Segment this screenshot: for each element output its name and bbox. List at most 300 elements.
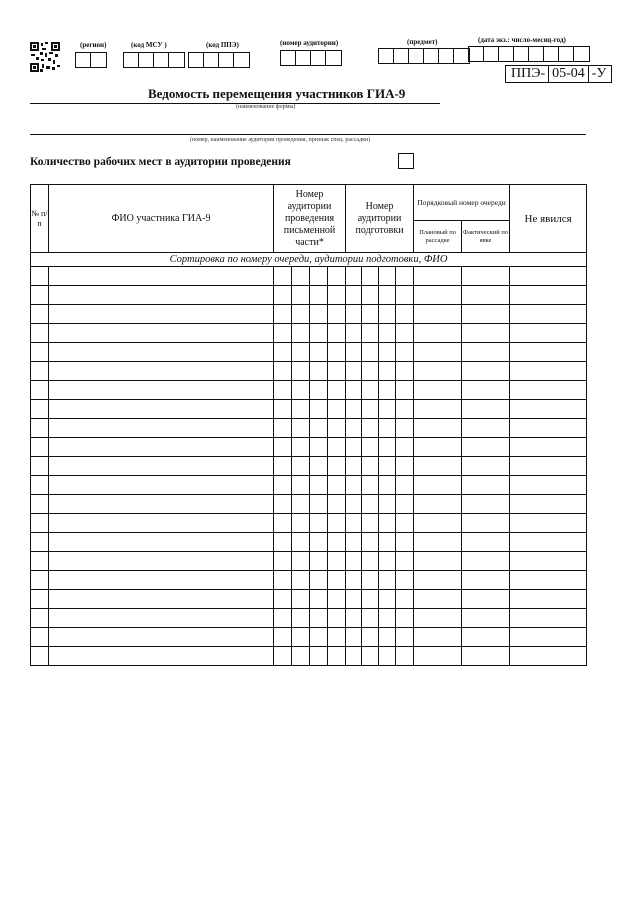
table-cell[interactable] — [462, 647, 510, 666]
table-cell[interactable] — [462, 400, 510, 419]
table-row — [31, 628, 587, 647]
table-cell[interactable] — [328, 324, 346, 343]
table-cell[interactable] — [414, 438, 462, 457]
table-cell[interactable] — [292, 628, 310, 647]
table-cell[interactable] — [510, 438, 587, 457]
table-cell[interactable] — [292, 476, 310, 495]
table-cell[interactable] — [510, 457, 587, 476]
table-cell[interactable] — [292, 305, 310, 324]
table-cell[interactable] — [31, 324, 49, 343]
table-cell[interactable] — [362, 628, 379, 647]
table-cell[interactable] — [346, 552, 362, 571]
table-cell[interactable] — [31, 286, 49, 305]
table-cell[interactable] — [396, 400, 414, 419]
table-cell[interactable] — [396, 324, 414, 343]
table-cell[interactable] — [310, 362, 328, 381]
table-cell[interactable] — [328, 419, 346, 438]
table-cell[interactable] — [346, 305, 362, 324]
table-cell[interactable] — [292, 552, 310, 571]
subject-label: (предмет) — [407, 38, 438, 46]
table-cell[interactable] — [346, 628, 362, 647]
table-cell[interactable] — [274, 495, 292, 514]
table-cell[interactable] — [362, 571, 379, 590]
table-cell[interactable] — [396, 571, 414, 590]
table-cell[interactable] — [31, 343, 49, 362]
table-cell[interactable] — [328, 438, 346, 457]
table-cell[interactable] — [510, 324, 587, 343]
table-cell[interactable] — [510, 609, 587, 628]
table-cell[interactable] — [274, 381, 292, 400]
table-cell[interactable] — [346, 286, 362, 305]
table-cell[interactable] — [31, 571, 49, 590]
table-cell[interactable] — [274, 590, 292, 609]
table-cell[interactable] — [414, 495, 462, 514]
table-cell[interactable] — [396, 457, 414, 476]
table-cell[interactable] — [292, 609, 310, 628]
table-cell[interactable] — [292, 324, 310, 343]
table-cell[interactable] — [362, 647, 379, 666]
table-cell[interactable] — [31, 362, 49, 381]
table-cell[interactable] — [328, 609, 346, 628]
table-cell[interactable] — [274, 533, 292, 552]
table-cell[interactable] — [396, 438, 414, 457]
subject-cells[interactable] — [378, 48, 470, 64]
table-cell[interactable] — [462, 476, 510, 495]
table-cell[interactable] — [274, 305, 292, 324]
table-cell[interactable] — [379, 400, 396, 419]
table-cell[interactable] — [510, 343, 587, 362]
table-cell[interactable] — [310, 324, 328, 343]
ppe-cells[interactable] — [188, 52, 250, 68]
table-cell[interactable] — [396, 609, 414, 628]
table-cell[interactable] — [49, 514, 274, 533]
table-cell[interactable] — [362, 362, 379, 381]
table-cell[interactable] — [346, 419, 362, 438]
table-cell[interactable] — [49, 609, 274, 628]
table-cell[interactable] — [49, 533, 274, 552]
table-cell[interactable] — [362, 305, 379, 324]
form-code — [505, 65, 612, 83]
table-cell[interactable] — [462, 419, 510, 438]
table-cell[interactable] — [510, 533, 587, 552]
table-cell[interactable] — [462, 381, 510, 400]
table-cell[interactable] — [49, 267, 274, 286]
table-cell[interactable] — [396, 590, 414, 609]
table-cell[interactable] — [328, 457, 346, 476]
table-cell[interactable] — [328, 267, 346, 286]
table-cell[interactable] — [49, 343, 274, 362]
table-cell[interactable] — [31, 533, 49, 552]
table-cell[interactable] — [379, 324, 396, 343]
table-cell[interactable] — [310, 647, 328, 666]
table-cell[interactable] — [362, 419, 379, 438]
table-cell[interactable] — [31, 514, 49, 533]
table-cell[interactable] — [49, 419, 274, 438]
table-cell[interactable] — [414, 514, 462, 533]
table-cell[interactable] — [328, 476, 346, 495]
table-cell[interactable] — [362, 514, 379, 533]
table-cell[interactable] — [31, 552, 49, 571]
table-cell[interactable] — [510, 267, 587, 286]
table-cell[interactable] — [396, 647, 414, 666]
table-cell[interactable] — [274, 400, 292, 419]
table-cell[interactable] — [49, 552, 274, 571]
table-cell[interactable] — [462, 514, 510, 533]
table-cell[interactable] — [379, 628, 396, 647]
table-cell[interactable] — [310, 438, 328, 457]
table-cell[interactable] — [414, 305, 462, 324]
table-row — [31, 533, 587, 552]
table-cell[interactable] — [274, 647, 292, 666]
table-cell[interactable] — [510, 305, 587, 324]
region-cells[interactable] — [75, 52, 107, 68]
table-cell[interactable] — [510, 571, 587, 590]
table-cell[interactable] — [379, 457, 396, 476]
table-cell[interactable] — [274, 476, 292, 495]
table-cell[interactable] — [362, 400, 379, 419]
table-cell[interactable] — [414, 400, 462, 419]
table-cell[interactable] — [274, 514, 292, 533]
table-cell[interactable] — [414, 419, 462, 438]
header-absent: Не явился — [510, 185, 587, 253]
table-cell[interactable] — [292, 381, 310, 400]
table-cell[interactable] — [379, 533, 396, 552]
table-cell[interactable] — [292, 362, 310, 381]
table-cell[interactable] — [274, 438, 292, 457]
table-cell[interactable] — [49, 476, 274, 495]
room-line[interactable] — [30, 134, 586, 135]
table-cell[interactable] — [346, 609, 362, 628]
table-cell[interactable] — [310, 514, 328, 533]
table-cell[interactable] — [462, 457, 510, 476]
table-cell[interactable] — [379, 267, 396, 286]
table-cell[interactable] — [49, 324, 274, 343]
table-cell[interactable] — [274, 267, 292, 286]
table-cell[interactable] — [274, 552, 292, 571]
table-cell[interactable] — [310, 457, 328, 476]
table-cell[interactable] — [414, 628, 462, 647]
header-queue-actual: Фактический по явке — [462, 221, 510, 253]
sort-row: Сортировка по номеру очереди, аудитории подготовки, ФИО — [31, 253, 587, 267]
table-cell[interactable] — [362, 343, 379, 362]
table-cell[interactable] — [328, 514, 346, 533]
table-cell[interactable] — [362, 438, 379, 457]
table-cell[interactable] — [346, 533, 362, 552]
table-cell[interactable] — [510, 400, 587, 419]
table-cell[interactable] — [510, 476, 587, 495]
table-cell[interactable] — [462, 267, 510, 286]
table-cell[interactable] — [414, 324, 462, 343]
room-cells[interactable] — [280, 50, 342, 66]
table-cell[interactable] — [362, 495, 379, 514]
table-cell[interactable] — [362, 324, 379, 343]
table-cell[interactable] — [379, 552, 396, 571]
table-cell[interactable] — [346, 647, 362, 666]
table-cell[interactable] — [310, 571, 328, 590]
table-cell[interactable] — [310, 495, 328, 514]
table-cell[interactable] — [49, 305, 274, 324]
table-cell[interactable] — [379, 419, 396, 438]
table-cell[interactable] — [462, 571, 510, 590]
table-cell[interactable] — [310, 400, 328, 419]
table-cell[interactable] — [292, 647, 310, 666]
table-cell[interactable] — [379, 647, 396, 666]
table-cell[interactable] — [31, 495, 49, 514]
table-cell[interactable] — [379, 438, 396, 457]
form-name-line — [30, 103, 440, 104]
table-cell[interactable] — [396, 362, 414, 381]
table-cell[interactable] — [274, 362, 292, 381]
table-cell[interactable] — [379, 590, 396, 609]
header-room-written: Номер аудитории проведения письменной части* — [274, 185, 346, 253]
table-cell[interactable] — [31, 457, 49, 476]
table-cell[interactable] — [328, 647, 346, 666]
table-cell[interactable] — [379, 343, 396, 362]
table-cell[interactable] — [31, 590, 49, 609]
table-cell[interactable] — [49, 571, 274, 590]
table-cell[interactable] — [414, 647, 462, 666]
table-cell[interactable] — [362, 457, 379, 476]
date-cells[interactable] — [468, 46, 590, 62]
table-cell[interactable] — [310, 609, 328, 628]
table-cell[interactable] — [396, 343, 414, 362]
table-cell[interactable] — [31, 419, 49, 438]
table-cell[interactable] — [396, 514, 414, 533]
participants-table — [30, 184, 587, 666]
table-cell[interactable] — [292, 419, 310, 438]
table-cell[interactable] — [274, 571, 292, 590]
table-cell[interactable] — [31, 400, 49, 419]
table-cell[interactable] — [346, 476, 362, 495]
table-cell[interactable] — [462, 609, 510, 628]
form-code-prefix: ППЭ- — [511, 66, 546, 81]
table-cell[interactable] — [462, 552, 510, 571]
table-cell[interactable] — [328, 533, 346, 552]
table-cell[interactable] — [379, 476, 396, 495]
table-cell[interactable] — [310, 305, 328, 324]
table-cell[interactable] — [346, 267, 362, 286]
table-cell[interactable] — [396, 286, 414, 305]
table-cell[interactable] — [31, 438, 49, 457]
table-cell[interactable] — [462, 533, 510, 552]
table-cell[interactable] — [328, 362, 346, 381]
table-cell[interactable] — [362, 476, 379, 495]
table-cell[interactable] — [462, 438, 510, 457]
table-cell[interactable] — [379, 286, 396, 305]
table-cell[interactable] — [346, 457, 362, 476]
table-cell[interactable] — [31, 305, 49, 324]
table-cell[interactable] — [414, 343, 462, 362]
table-cell[interactable] — [346, 381, 362, 400]
table-cell[interactable] — [292, 286, 310, 305]
table-cell[interactable] — [396, 476, 414, 495]
table-cell[interactable] — [49, 381, 274, 400]
table-cell[interactable] — [274, 609, 292, 628]
table-cell[interactable] — [310, 343, 328, 362]
table-cell[interactable] — [510, 590, 587, 609]
table-cell[interactable] — [396, 267, 414, 286]
region-label: (регион) — [80, 41, 107, 49]
table-cell[interactable] — [310, 628, 328, 647]
ppe-label: (код ППЭ) — [206, 41, 239, 49]
mcu-cells[interactable] — [123, 52, 185, 68]
table-cell[interactable] — [274, 343, 292, 362]
table-cell[interactable] — [414, 609, 462, 628]
table-cell[interactable] — [346, 495, 362, 514]
table-cell[interactable] — [292, 400, 310, 419]
table-cell[interactable] — [462, 324, 510, 343]
table-cell[interactable] — [379, 571, 396, 590]
table-cell[interactable] — [362, 286, 379, 305]
table-cell[interactable] — [396, 552, 414, 571]
table-cell[interactable] — [49, 647, 274, 666]
table-cell[interactable] — [396, 628, 414, 647]
table-cell[interactable] — [396, 419, 414, 438]
table-cell[interactable] — [274, 419, 292, 438]
table-cell[interactable] — [274, 457, 292, 476]
table-cell[interactable] — [310, 476, 328, 495]
table-cell[interactable] — [328, 381, 346, 400]
table-cell[interactable] — [328, 628, 346, 647]
table-cell[interactable] — [49, 590, 274, 609]
table-cell[interactable] — [510, 552, 587, 571]
table-cell[interactable] — [49, 495, 274, 514]
table-cell[interactable] — [49, 628, 274, 647]
table-cell[interactable] — [292, 533, 310, 552]
table-cell[interactable] — [510, 647, 587, 666]
table-cell[interactable] — [510, 495, 587, 514]
table-cell[interactable] — [414, 571, 462, 590]
table-cell[interactable] — [274, 286, 292, 305]
table-cell[interactable] — [462, 628, 510, 647]
table-cell[interactable] — [346, 343, 362, 362]
table-cell[interactable] — [310, 267, 328, 286]
table-cell[interactable] — [292, 495, 310, 514]
table-cell[interactable] — [49, 286, 274, 305]
table-cell[interactable] — [328, 305, 346, 324]
table-cell[interactable] — [328, 495, 346, 514]
table-cell[interactable] — [414, 381, 462, 400]
table-cell[interactable] — [292, 267, 310, 286]
table-cell[interactable] — [396, 381, 414, 400]
table-cell[interactable] — [346, 324, 362, 343]
table-cell[interactable] — [510, 419, 587, 438]
table-cell[interactable] — [31, 381, 49, 400]
table-cell[interactable] — [510, 286, 587, 305]
table-cell[interactable] — [462, 495, 510, 514]
table-cell[interactable] — [292, 571, 310, 590]
table-row — [31, 419, 587, 438]
table-cell[interactable] — [346, 514, 362, 533]
table-cell[interactable] — [379, 495, 396, 514]
table-cell[interactable] — [346, 590, 362, 609]
table-cell[interactable] — [292, 438, 310, 457]
table-cell[interactable] — [31, 609, 49, 628]
table-cell[interactable] — [379, 609, 396, 628]
table-cell[interactable] — [462, 362, 510, 381]
table-cell[interactable] — [462, 286, 510, 305]
table-cell[interactable] — [31, 476, 49, 495]
table-cell[interactable] — [346, 438, 362, 457]
table-cell[interactable] — [292, 457, 310, 476]
table-cell[interactable] — [414, 590, 462, 609]
table-cell[interactable] — [328, 552, 346, 571]
table-cell[interactable] — [510, 628, 587, 647]
table-cell[interactable] — [49, 362, 274, 381]
table-cell[interactable] — [310, 552, 328, 571]
workplaces-box[interactable] — [398, 153, 414, 169]
table-cell[interactable] — [346, 362, 362, 381]
table-cell[interactable] — [414, 533, 462, 552]
table-cell[interactable] — [31, 647, 49, 666]
table-cell[interactable] — [510, 514, 587, 533]
table-cell[interactable] — [346, 571, 362, 590]
table-cell[interactable] — [31, 628, 49, 647]
table-cell[interactable] — [292, 590, 310, 609]
table-cell[interactable] — [49, 400, 274, 419]
table-cell[interactable] — [462, 305, 510, 324]
table-cell[interactable] — [31, 267, 49, 286]
table-cell[interactable] — [379, 514, 396, 533]
table-cell[interactable] — [310, 381, 328, 400]
table-cell[interactable] — [328, 343, 346, 362]
table-cell[interactable] — [510, 362, 587, 381]
table-cell[interactable] — [328, 590, 346, 609]
table-row — [31, 609, 587, 628]
table-cell[interactable] — [328, 571, 346, 590]
table-cell[interactable] — [510, 381, 587, 400]
table-cell[interactable] — [396, 495, 414, 514]
table-cell[interactable] — [396, 533, 414, 552]
table-cell[interactable] — [310, 419, 328, 438]
table-cell[interactable] — [292, 343, 310, 362]
table-cell[interactable] — [274, 628, 292, 647]
table-cell[interactable] — [396, 305, 414, 324]
header-num: № п/п — [31, 185, 49, 253]
table-row — [31, 381, 587, 400]
table-cell[interactable] — [292, 514, 310, 533]
table-cell[interactable] — [414, 267, 462, 286]
table-cell[interactable] — [414, 476, 462, 495]
table-cell[interactable] — [362, 267, 379, 286]
table-row — [31, 590, 587, 609]
table-cell[interactable] — [346, 400, 362, 419]
table-cell[interactable] — [414, 457, 462, 476]
table-cell[interactable] — [414, 552, 462, 571]
table-cell[interactable] — [379, 362, 396, 381]
table-row — [31, 324, 587, 343]
table-cell[interactable] — [362, 609, 379, 628]
table-cell[interactable] — [379, 381, 396, 400]
table-cell[interactable] — [328, 286, 346, 305]
table-cell[interactable] — [274, 324, 292, 343]
table-cell[interactable] — [362, 590, 379, 609]
table-cell[interactable] — [462, 590, 510, 609]
table-cell[interactable] — [362, 533, 379, 552]
table-cell[interactable] — [328, 400, 346, 419]
table-cell[interactable] — [49, 438, 274, 457]
table-cell[interactable] — [414, 362, 462, 381]
table-cell[interactable] — [414, 286, 462, 305]
table-cell[interactable] — [310, 533, 328, 552]
table-cell[interactable] — [310, 286, 328, 305]
table-cell[interactable] — [49, 457, 274, 476]
table-cell[interactable] — [462, 343, 510, 362]
table-cell[interactable] — [362, 552, 379, 571]
table-cell[interactable] — [379, 305, 396, 324]
table-cell[interactable] — [362, 381, 379, 400]
table-cell[interactable] — [310, 590, 328, 609]
